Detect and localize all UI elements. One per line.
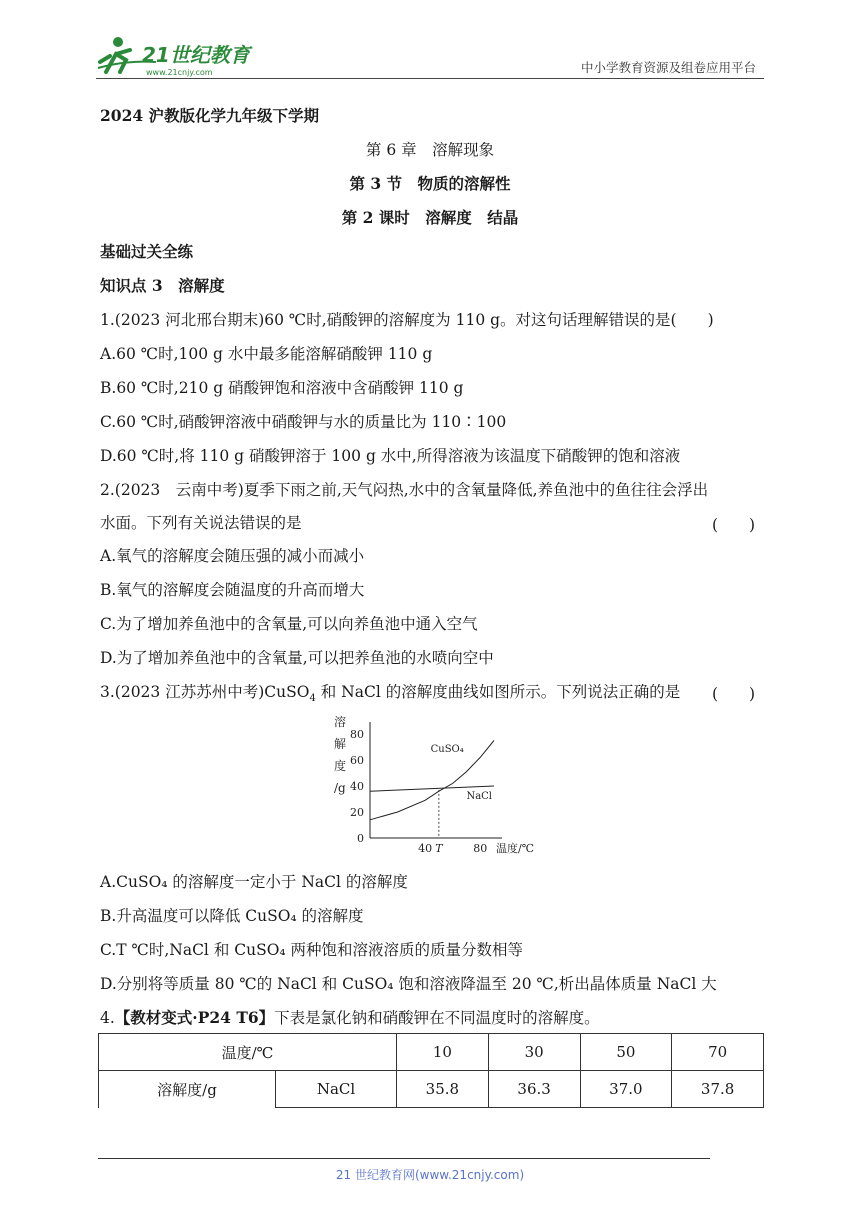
q1-option-b: B.60 ℃时,210 g 硝酸钾饱和溶液中含硝酸钾 110 g [100, 379, 464, 397]
course-title: 2024 沪教版化学九年级下学期 [100, 106, 320, 125]
table-cell: 37.0 [580, 1071, 672, 1108]
table-cell: 37.8 [672, 1071, 764, 1108]
table-cell: 30 [488, 1034, 580, 1071]
y-tick-label: 40 [350, 780, 364, 793]
q2-option-d: D.为了增加养鱼池中的含氧量,可以把养鱼池的水喷向空中 [100, 649, 494, 667]
table-cell-nacl-label: NaCl [276, 1071, 397, 1108]
table-cell: 36.3 [488, 1071, 580, 1108]
y-tick-label: 60 [350, 754, 364, 767]
q2-option-c: C.为了增加养鱼池中的含氧量,可以向养鱼池中通入空气 [100, 615, 478, 633]
y-tick-label: 20 [350, 806, 364, 819]
footer-text: 21 世纪教育网(www.21cnjy.com) [335, 1168, 525, 1182]
y-axis-label: 度 [334, 759, 347, 773]
q3-answer-paren: ( ) [712, 685, 756, 703]
chapter-title: 第 6 章 溶解现象 [365, 141, 495, 159]
header-divider [96, 78, 764, 79]
lesson-title: 第 2 课时 溶解度 结晶 [341, 208, 519, 227]
solubility-chart [324, 710, 534, 860]
table-cell: 35.8 [397, 1071, 489, 1108]
solubility-table [98, 1033, 764, 1108]
q3-option-b: B.升高温度可以降低 CuSO₄ 的溶解度 [100, 907, 364, 925]
x-tick-label: T [435, 842, 443, 855]
logo-text: 21世纪教育 [142, 43, 250, 67]
y-tick-label: 80 [350, 728, 364, 741]
q1-stem: 1.(2023 河北邢台期末)60 ℃时,硝酸钾的溶解度为 110 g。对这句话理解错误的是( ) [100, 311, 714, 329]
platform-name: 中小学教育资源及组卷应用平台 [580, 60, 756, 75]
y-axis-label: /g [334, 781, 346, 795]
footer-divider [98, 1158, 710, 1159]
y-axis-label: 溶 [334, 715, 347, 729]
table-cell: 70 [672, 1034, 764, 1071]
q3-option-d: D.分别将等质量 80 ℃的 NaCl 和 CuSO₄ 饱和溶液降温至 20 ℃,析出晶体质量 NaCl 大 [100, 975, 717, 993]
q2-stem-line1: 2.(2023 云南中考)夏季下雨之前,天气闷热,水中的含氧量降低,养鱼池中的鱼往往会浮出 [100, 481, 709, 499]
x-tick-label: 40 [418, 842, 433, 855]
q1-option-d: D.60 ℃时,将 110 g 硝酸钾溶于 100 g 水中,所得溶液为该温度下硝酸钾的饱和溶液 [100, 447, 681, 465]
part-heading: 基础过关全练 [100, 242, 194, 261]
table-header-solubility: 溶解度/g [99, 1071, 276, 1108]
table-row [99, 1034, 764, 1071]
section-title: 第 3 节 物质的溶解性 [349, 174, 511, 193]
q2-stem-line2: 水面。下列有关说法错误的是 [100, 514, 302, 532]
series-label-nacl: NaCl [466, 791, 493, 802]
logo-url: www.21cnjy.com [146, 68, 213, 77]
q4-tag: 【教材变式·P24 T6】 [114, 1008, 275, 1027]
table-cell: 50 [580, 1034, 672, 1071]
q3-option-c: C.T ℃时,NaCl 和 CuSO₄ 两种饱和溶液溶质的质量分数相等 [100, 941, 524, 959]
series-label-cuso4: CuSO₄ [430, 744, 464, 756]
table-cell: 10 [397, 1034, 489, 1071]
q3-option-a: A.CuSO₄ 的溶解度一定小于 NaCl 的溶解度 [100, 873, 408, 891]
table-row [99, 1071, 764, 1108]
knowledge-point: 知识点 3 溶解度 [100, 276, 225, 295]
x-axis-label: 温度/℃ [496, 842, 534, 855]
y-axis-label: 解 [334, 737, 347, 751]
q2-option-a: A.氧气的溶解度会随压强的减小而减小 [100, 547, 365, 565]
y-tick-label: 0 [357, 832, 364, 845]
q4-stem: 4.【教材变式·P24 T6】下表是氯化钠和硝酸钾在不同温度时的溶解度。 [100, 1008, 600, 1027]
q1-option-c: C.60 ℃时,硝酸钾溶液中硝酸钾与水的质量比为 110∶100 [100, 413, 507, 431]
site-logo [96, 32, 266, 80]
table-header-temp: 温度/℃ [99, 1034, 397, 1071]
x-tick-label: 80 [473, 842, 488, 855]
q2-answer-paren: ( ) [712, 516, 756, 534]
q2-option-b: B.氧气的溶解度会随温度的升高而增大 [100, 581, 365, 599]
q1-option-a: A.60 ℃时,100 g 水中最多能溶解硝酸钾 110 g [100, 345, 433, 363]
q3-stem: 3.(2023 江苏苏州中考)CuSO$_4$ 和 NaCl 的溶解度曲线如图所示。下列说法正确的是 [100, 683, 681, 705]
